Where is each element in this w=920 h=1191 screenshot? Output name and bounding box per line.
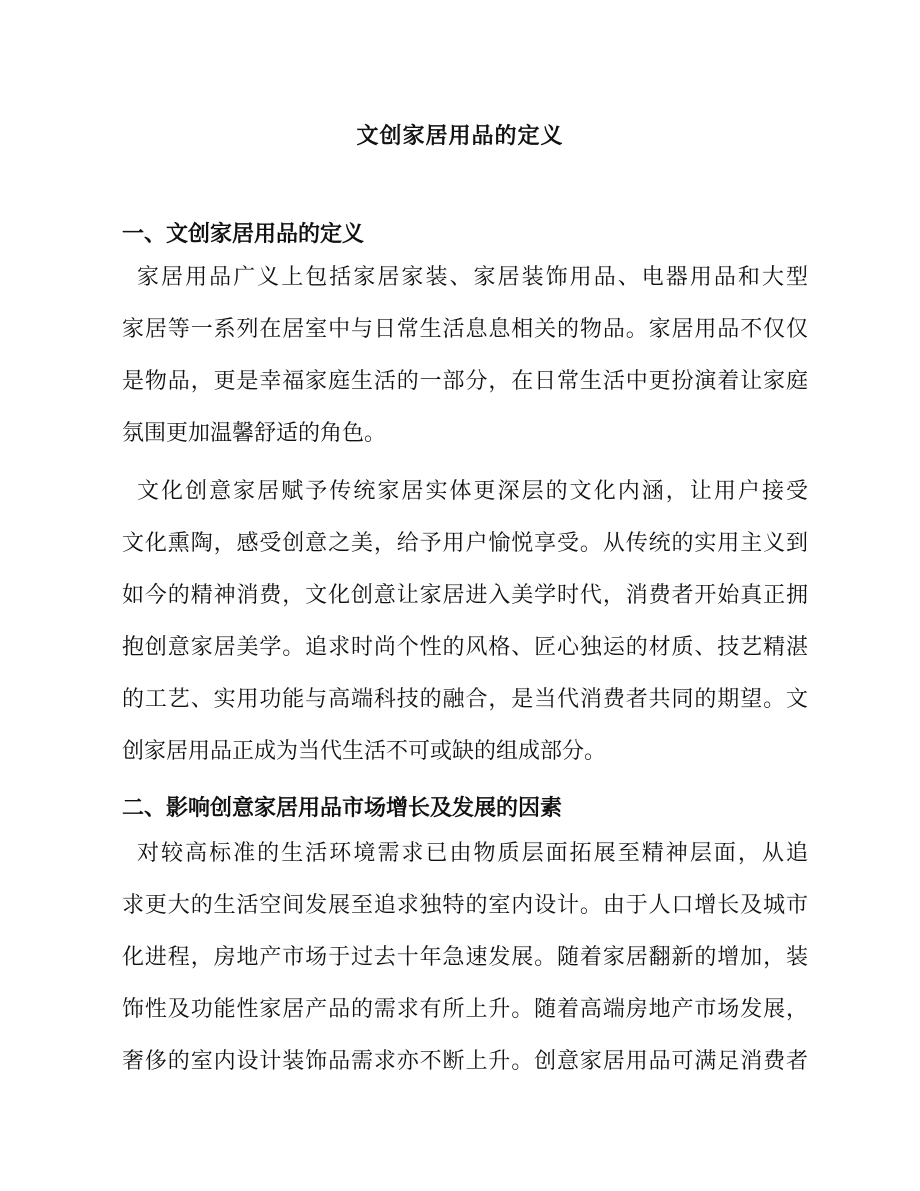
paragraph-line: 化进程，房地产市场于过去十年急速发展。随着家居翻新的增加，装 xyxy=(122,945,808,970)
paragraph-line: 是物品，更是幸福家庭生活的一部分，在日常生活中更扮演着让家庭 xyxy=(122,369,808,394)
paragraph-line: 文化熏陶，感受创意之美，给予用户愉悦享受。从传统的实用主义到 xyxy=(122,531,808,556)
section-heading-market-factors: 二、影响创意家居用品市场增长及发展的因素 xyxy=(122,795,563,821)
paragraph-line: 饰性及功能性家居产品的需求有所上升。随着高端房地产市场发展， xyxy=(122,997,808,1022)
paragraph-line: 氛围更加温馨舒适的角色。 xyxy=(122,421,387,446)
paragraph-line: 的工艺、实用功能与高端科技的融合，是当代消费者共同的期望。文 xyxy=(122,687,808,712)
paragraph-line: 求更大的生活空间发展至追求独特的室内设计。由于人口增长及城市 xyxy=(122,893,808,918)
paragraph-line: 如今的精神消费，文化创意让家居进入美学时代，消费者开始真正拥 xyxy=(122,583,808,608)
paragraph-line: 对较高标准的生活环境需求已由物质层面拓展至精神层面，从追 xyxy=(137,841,808,866)
paragraph-line: 家居用品广义上包括家居家装、家居装饰用品、电器用品和大型 xyxy=(137,265,808,290)
paragraph-line: 奢侈的室内设计装饰品需求亦不断上升。创意家居用品可满足消费者 xyxy=(122,1049,808,1074)
document-title: 文创家居用品的定义 xyxy=(356,123,564,149)
paragraph-line: 抱创意家居美学。追求时尚个性的风格、匠心独运的材质、技艺精湛 xyxy=(122,635,808,660)
section-heading-definition: 一、文创家居用品的定义 xyxy=(122,221,365,247)
paragraph-line: 家居等一系列在居室中与日常生活息息相关的物品。家居用品不仅仅 xyxy=(122,317,808,342)
paragraph-line: 创家居用品正成为当代生活不可或缺的组成部分。 xyxy=(122,739,607,764)
paragraph-line: 文化创意家居赋予传统家居实体更深层的文化内涵，让用户接受 xyxy=(137,479,808,504)
